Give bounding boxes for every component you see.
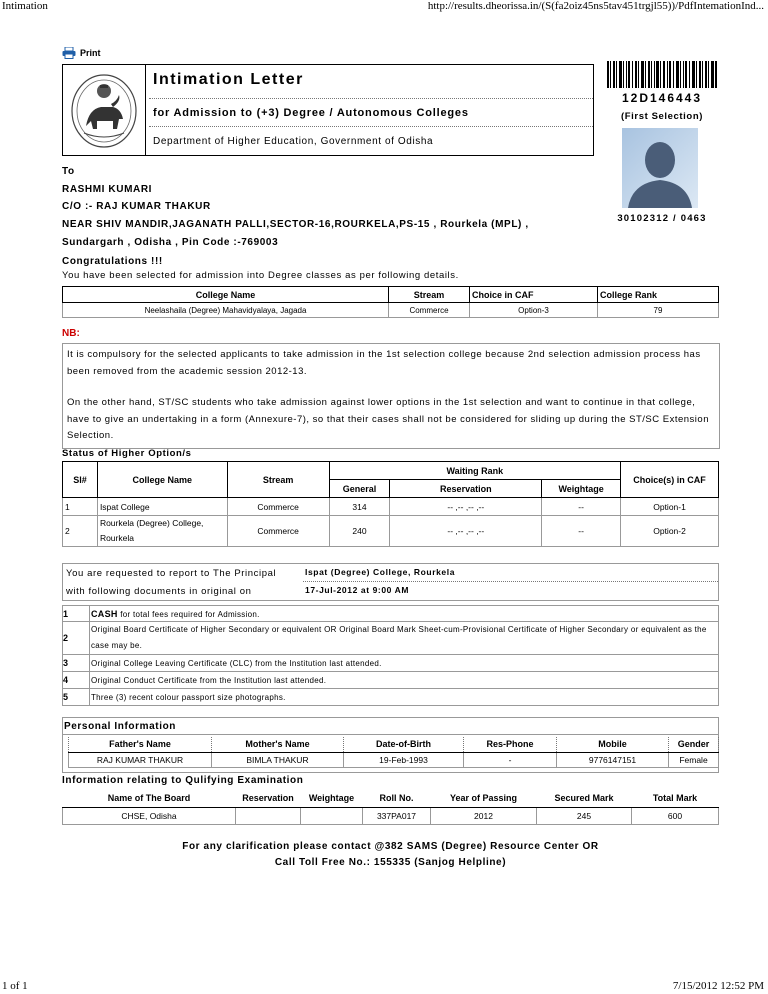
- barcode-icon: [607, 61, 717, 88]
- col-dob: Date-of-Birth: [344, 737, 464, 752]
- report-datetime: 17-Jul-2012 at 9:00 AM: [305, 585, 410, 595]
- col-reservation: Reservation: [390, 480, 542, 498]
- person-silhouette-icon: [622, 128, 698, 208]
- col-total: Total Mark: [632, 790, 719, 807]
- col-year: Year of Passing: [431, 790, 537, 807]
- table-row: CHSE, Odisha 337PA017 2012 245 600: [63, 807, 719, 824]
- congratulations: Congratulations !!!: [62, 256, 163, 267]
- list-item: 2 Original Board Certificate of Higher Secondary or equivalent OR Original Board Mark Sheet-cum-Provisional Certificate of Higher Secondary or equivalent as the case may be.: [63, 622, 719, 655]
- selection-label: (First Selection): [621, 111, 703, 122]
- applicant-photo: [622, 128, 698, 208]
- table-row: 2 Rourkela (Degree) College, Rourkela Commerce 240 -- ,-- ,-- ,-- -- Option-2: [63, 516, 719, 547]
- browser-page-title: Intimation: [2, 0, 48, 12]
- reference-number: 30102312 / 0463: [617, 213, 707, 224]
- col-father: Father's Name: [69, 737, 212, 752]
- col-roll-no: Roll No.: [363, 790, 431, 807]
- address-line1: NEAR SHIV MANDIR,JAGANATH PALLI,SECTOR-16,ROURKELA,PS-15 , Rourkela (MPL) ,: [62, 219, 529, 230]
- to-label: To: [62, 166, 75, 177]
- print-datetime: 7/15/2012 12:52 PM: [672, 980, 764, 992]
- col-general: General: [329, 480, 390, 498]
- col-stream: Stream: [389, 287, 470, 303]
- col-res-phone: Res-Phone: [464, 737, 557, 752]
- address-line2: Sundargarh , Odisha , Pin Code :-769003: [62, 237, 279, 248]
- applicant-name: RASHMI KUMARI: [62, 184, 153, 195]
- print-button[interactable]: [62, 47, 101, 59]
- qualify-table: [62, 790, 719, 825]
- letter-header: [62, 64, 594, 156]
- col-college-rank: College Rank: [598, 287, 719, 303]
- admission-stream: Commerce: [389, 303, 470, 318]
- col-board: Name of The Board: [63, 790, 236, 807]
- documents-table: [62, 605, 719, 706]
- col-college-name: College Name: [63, 287, 389, 303]
- nb-label: NB:: [62, 328, 80, 339]
- col-waiting-rank: Waiting Rank: [329, 462, 621, 480]
- admission-rank: 79: [598, 303, 719, 318]
- letter-subtitle: for Admission to (+3) Degree / Autonomous Colleges: [153, 107, 469, 119]
- admission-college: Neelashaila (Degree) Mahavidyalaya, Jagada: [63, 303, 389, 318]
- report-college: Ispat (Degree) College, Rourkela: [305, 567, 456, 577]
- care-of: C/O :- RAJ KUMAR THAKUR: [62, 201, 211, 212]
- status-table: [62, 461, 719, 547]
- table-row: RAJ KUMAR THAKUR BIMLA THAKUR 19-Feb-1993 - 9776147151 Female: [69, 752, 719, 767]
- col-choice: Choice in CAF: [470, 287, 598, 303]
- table-row: 1 Ispat College Commerce 314 -- ,-- ,-- ,-- -- Option-1: [63, 498, 719, 516]
- col-status-college: College Name: [97, 462, 227, 498]
- nb-para1: It is compulsory for the selected applicants to take admission in the 1st selection college because 2nd selection admission process has been removed from the academic session 2012-13.: [67, 349, 701, 377]
- list-item: 4 Original Conduct Certificate from the Institution last attended.: [63, 672, 719, 689]
- emblem-box: [63, 65, 146, 155]
- footer-line1: For any clarification please contact @382 SAMS (Degree) Resource Center OR: [182, 841, 599, 852]
- selected-text: You have been selected for admission into Degree classes as per following details.: [62, 270, 459, 281]
- report-text2: with following documents in original on: [66, 586, 252, 597]
- nb-para2: On the other hand, ST/SC students who take admission against lower options in the 1st selection and want to continue in that college, have to give an undertaking in a form (Annexure-7), so that their cases shall not be considered for sliding up during the ST/SC Extension Selection.: [67, 397, 709, 441]
- col-gender: Gender: [669, 737, 719, 752]
- nb-box: [62, 343, 720, 449]
- printer-icon: [62, 47, 76, 59]
- col-mother: Mother's Name: [212, 737, 344, 752]
- col-mobile: Mobile: [557, 737, 669, 752]
- odisha-emblem-icon: [69, 71, 139, 149]
- col-secured: Secured Mark: [537, 790, 632, 807]
- browser-url: http://results.dheorissa.in/(S(fa2oiz45ns5tav451trgjl55))/PdfIntemationInd...: [427, 0, 764, 12]
- letter-title: Intimation Letter: [153, 71, 304, 88]
- barcode-number: 12D146443: [621, 91, 703, 105]
- col-status-stream: Stream: [227, 462, 329, 498]
- report-text1: You are requested to report to The Principal: [66, 568, 277, 579]
- list-item: 5 Three (3) recent colour passport size photographs.: [63, 689, 719, 706]
- personal-table: [68, 737, 719, 768]
- personal-title: Personal Information: [64, 721, 177, 732]
- admission-choice: Option-3: [470, 303, 598, 318]
- status-title: Status of Higher Option/s: [62, 448, 192, 459]
- col-q-reservation: Reservation: [236, 790, 301, 807]
- list-item: 3 Original College Leaving Certificate (CLC) from the Institution last attended.: [63, 655, 719, 672]
- admission-table: [62, 286, 719, 318]
- col-q-weightage: Weightage: [301, 790, 363, 807]
- footer-line2: Call Toll Free No.: 155335 (Sanjog Helpline): [274, 857, 507, 868]
- col-choice-caf: Choice(s) in CAF: [621, 462, 719, 498]
- qualify-title: Information relating to Qulifying Examination: [62, 775, 304, 786]
- list-item: 1 CASH for total fees required for Admission.: [63, 606, 719, 622]
- report-box: [62, 563, 719, 601]
- print-label: Print: [80, 48, 101, 58]
- col-sl: Sl#: [63, 462, 98, 498]
- department-name: Department of Higher Education, Government of Odisha: [153, 136, 434, 147]
- col-weightage: Weightage: [542, 480, 621, 498]
- page-count: 1 of 1: [2, 980, 28, 992]
